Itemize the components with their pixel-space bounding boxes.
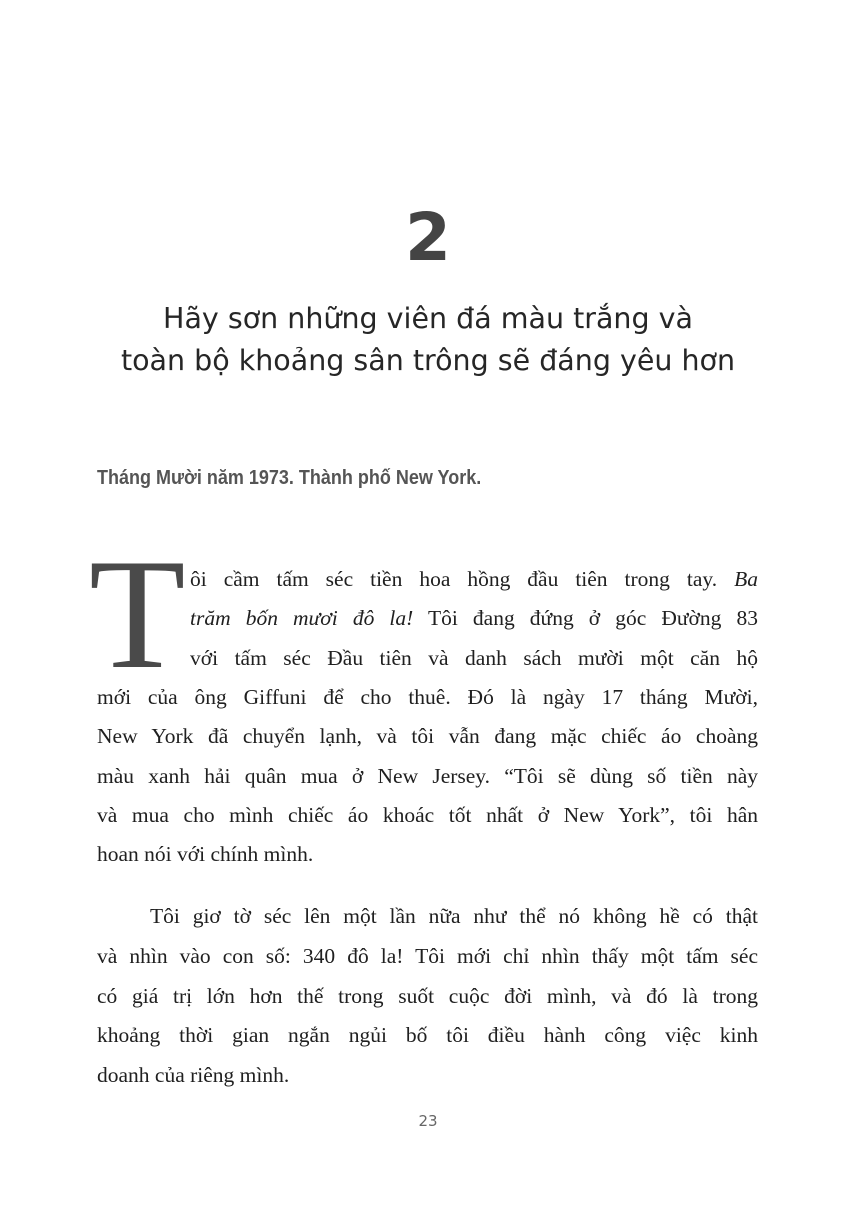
body-text-italic: trăm bốn mươi đô la! [190,606,414,630]
chapter-title-line: Hãy sơn những viên đá màu trắng và [163,302,693,335]
body-text: Tôi đang đứng ở góc Đường 83 [427,606,758,630]
body-line: doanh của riêng mình. [97,1063,290,1087]
dateline: Tháng Mười năm 1973. Thành phố New York. [97,467,482,489]
chapter-title [60,298,796,382]
body-line: và mua cho mình chiếc áo khoác tốt nhất ở New York”, tôi hân [97,803,758,827]
body-line: mới của ông Giffuni để cho thuê. Đó là ngày 17 tháng Mười, [97,685,758,709]
body-line: màu xanh hải quân mua ở New Jersey. “Tôi sẽ dùng số tiền này [97,764,758,788]
body-text: ôi cầm tấm séc tiền hoa hồng đầu tiên trong tay. [190,567,718,591]
body-line: Tôi giơ tờ séc lên một lần nữa như thể nó không hề có thật [150,904,758,928]
chapter-title-line: toàn bộ khoảng sân trông sẽ đáng yêu hơn [120,344,736,377]
body-line: có giá trị lớn hơn thế trong suốt cuộc đời mình, và đó là trong [97,984,758,1008]
body-line: và nhìn vào con số: 340 đô la! Tôi mới chỉ nhìn thấy một tấm séc [97,944,758,968]
page-number: 23 [418,1112,438,1130]
body-line [190,604,758,632]
drop-cap: T [89,527,186,702]
chapter-number: 2 [405,199,451,276]
body-line: với tấm séc Đầu tiên và danh sách mười một căn hộ [190,646,758,670]
body-line: hoan nói với chính mình. [97,842,314,866]
body-line [190,565,758,593]
body-line: khoảng thời gian ngắn ngủi bố tôi điều hành công việc kinh [97,1023,758,1047]
body-line: New York đã chuyển lạnh, và tôi vẫn đang mặc chiếc áo choàng [97,724,758,748]
body-text-italic: Ba [734,567,759,591]
